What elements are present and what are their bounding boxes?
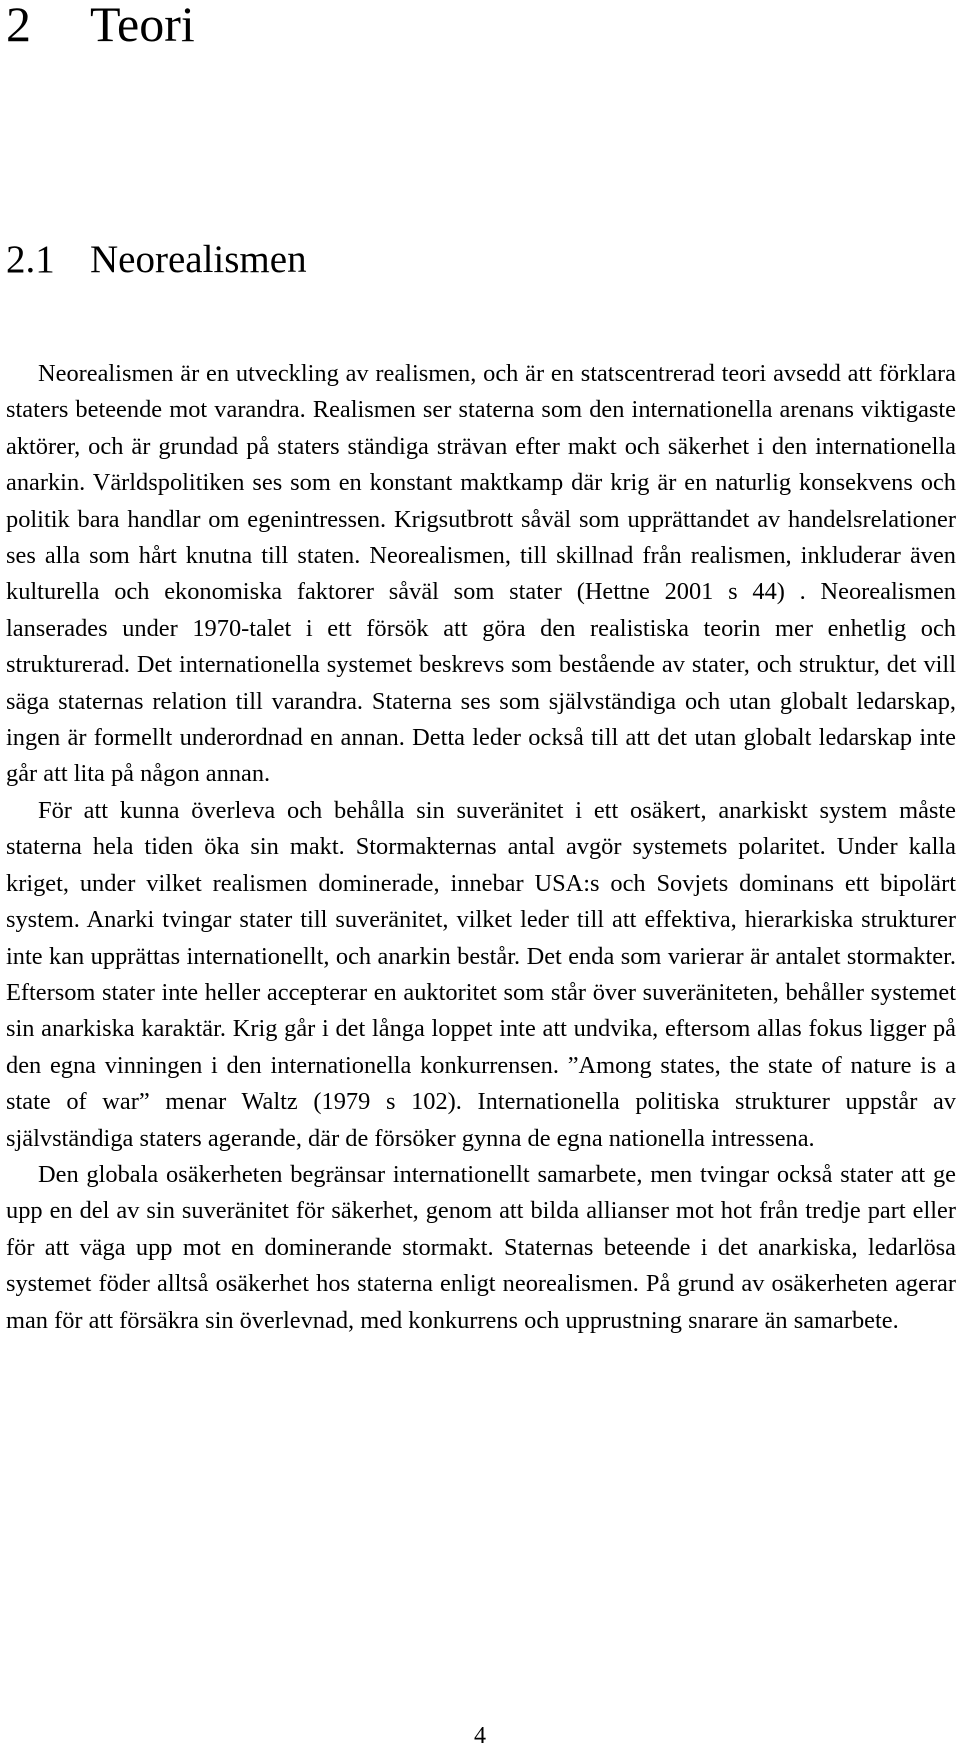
section-heading [6,236,307,284]
body-text [6,356,956,1339]
page-number: 4 [474,1723,486,1749]
section-title: Neorealismen [90,238,307,281]
paragraph-2: För att kunna överleva och behålla sin suveränitet i ett osäkert, anarkiskt system måste staterna hela tiden öka sin makt. Stormakternas antal avgör systemets polaritet. Under kalla kriget, under vilket realismen dominerade, innebar USA:s och Sovjets dominans ett bipolärt system. Anarki tvingar stater till suveränitet, vilket leder till att effektiva, hierarkiska strukturer inte kan upprättas internationellt, och anarkin består. Det enda som varierar är antalet stormakter. Eftersom stater inte heller accepterar en auktoritet som står över suveräniteten, behåller systemet sin anarkiska karaktär. Krig går i det långa loppet inte att undvika, eftersom allas fokus ligger på den egna vinningen i den internationella konkurrensen. ”Among states, the state of nature is a state of war” menar Waltz (1979 s 102). Internationella politiska strukturer uppstår av självständiga staters agerande, där de försöker gynna de egna nationella intressena. [6,796,956,1152]
chapter-title: Teori [90,0,195,52]
chapter-number: 2 [6,0,31,52]
paragraph-3: Den globala osäkerheten begränsar internationellt samarbete, men tvingar också stater att ge upp en del av sin suveränitet för säkerhet, genom att bilda allianser mot hot från tredje part eller för att väga upp mot en dominerande stormakt. Staternas beteende i det anarkiska, ledarlösa systemet föder alltså osäkerhet hos staterna enligt neorealismen. På grund av osäkerheten agerar man för att försäkra sin överlevnad, med konkurrens och upprustning snarare än samarbete. [6,1160,956,1334]
section-number: 2.1 [6,238,55,281]
paragraph-1: Neorealismen är en utveckling av realismen, och är en statscentrerad teori avsedd att förklara staters beteende mot varandra. Realismen ser staterna som den internationella arenans viktigaste aktörer, och är grundad på staters ständiga strävan efter makt och säkerhet i den internationella anarkin. Världspolitiken ses som en konstant maktkamp där krig är en naturlig konsekvens och politik bara handlar om egenintressen. Krigsutbrott såväl som upprättandet av handelsrelationer ses alla som hårt knutna till staten. Neorealismen, till skillnad från realismen, inkluderar även kulturella och ekonomiska faktorer såväl som stater (Hettne 2001 s 44) . Neorealismen lanserades under 1970-talet i ett försök att göra den realistiska teorin mer enhetlig och strukturerad. Det internationella systemet beskrevs som bestående av stater, och struktur, det vill säga staternas relation till varandra. Staterna ses som självständiga och utan globalt ledarskap, ingen är formellt underordnad en annan. Detta leder också till att det utan globalt ledarskap inte går att lita på någon annan. [6,360,956,788]
chapter-heading [6,0,195,54]
